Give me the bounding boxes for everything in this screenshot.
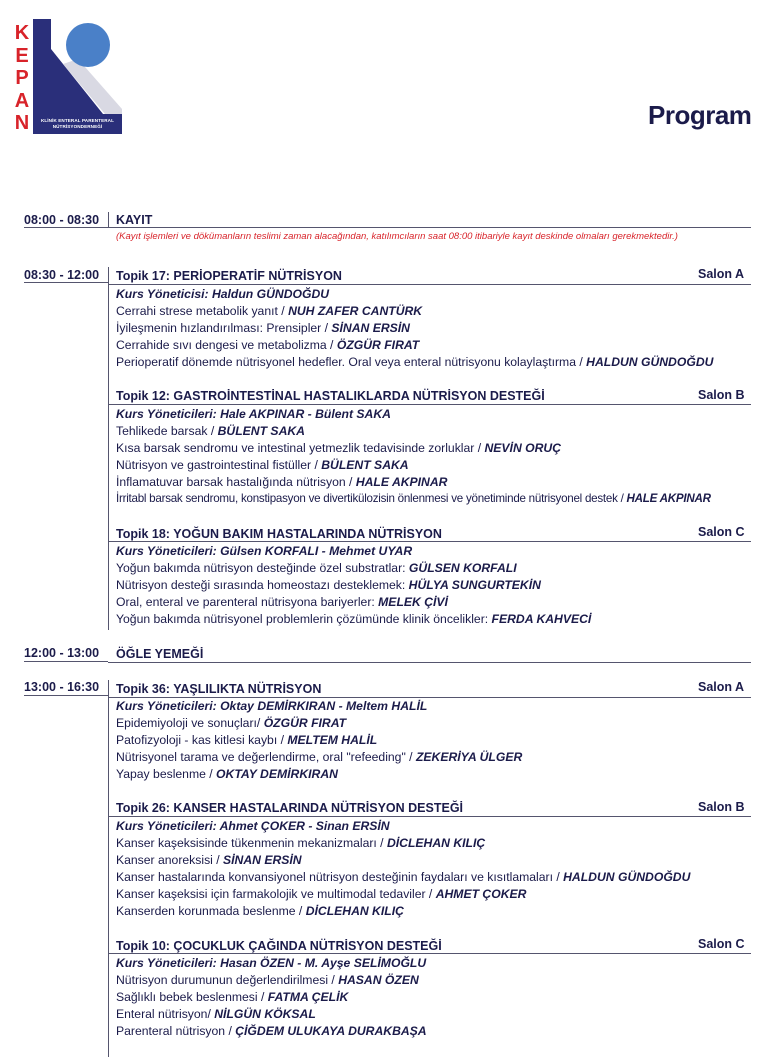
talk-title: Kanser kaşeksisinde tükenmenin mekanizmaları / (116, 836, 387, 850)
speaker: HALDUN GÜNDOĞDU (586, 355, 714, 369)
talk-title: Tehlikede barsak / (116, 424, 218, 438)
time-slot: 08:00 - 08:30 (24, 213, 100, 227)
talk (116, 973, 419, 987)
speaker: ZEKERİYA ÜLGER (415, 750, 523, 764)
talk (116, 321, 410, 335)
talk (116, 441, 561, 455)
speaker: NUH ZAFER CANTÜRK (288, 304, 423, 318)
logo-letter: K (14, 22, 30, 44)
talk (116, 475, 447, 489)
speaker: MELEK ÇİVİ (378, 595, 448, 609)
talk (116, 578, 541, 592)
talk (116, 304, 422, 318)
talk-title: İnflamatuvar barsak hastalığında nütrisyon / (116, 475, 356, 489)
speaker: SİNAN ERSİN (331, 321, 410, 335)
divider (108, 953, 751, 954)
talk-title: Cerrahi strese metabolik yanıt / (116, 304, 289, 318)
speaker: HASAN ÖZEN (338, 973, 419, 987)
logo-caption-line: NÜTRİSYONDERNEĞİ (52, 123, 103, 129)
course-directors: Kurs Yöneticileri: Gülsen KORFALI - Mehmet UYAR (116, 544, 413, 558)
salon-label: Salon B (698, 388, 745, 402)
time-underline (24, 695, 108, 696)
speaker: HÜLYA SUNGURTEKİN (408, 578, 541, 592)
salon-label: Salon A (698, 267, 745, 281)
talk (116, 853, 302, 867)
talk-title: Cerrahide sıvı dengesi ve metabolizma / (116, 338, 337, 352)
talk-title: İyileşmenin hızlandırılması: Prensipler / (116, 321, 332, 335)
speaker: HALDUN GÜNDOĞDU (563, 870, 691, 884)
logo-letter: E (15, 44, 29, 67)
divider (108, 680, 109, 1057)
talk-title: İrritabl barsak sendromu, konstipasyon ve divertikülozisin önlenmesi ve yönetiminde nütrisyonel destek / (116, 492, 627, 505)
topic-heading: Topik 36: YAŞLILIKTA NÜTRİSYON (116, 682, 322, 696)
talk-title: Nütrisyon ve gastrointestinal fistüller / (116, 458, 322, 472)
speaker: HALE AKPINAR (626, 492, 711, 505)
talk-title: Yoğun bakımda nütrisyon desteğinde özel substratlar: (116, 561, 409, 575)
speaker: AHMET ÇOKER (435, 887, 527, 901)
time-underline (24, 661, 108, 662)
salon-label: Salon C (698, 525, 745, 539)
talk (116, 887, 526, 901)
talk (116, 338, 419, 352)
page-title: Program (648, 100, 752, 130)
logo-letter: A (14, 89, 30, 112)
talk (116, 870, 690, 884)
talk (116, 595, 448, 609)
talk (116, 1024, 427, 1038)
divider (108, 697, 751, 698)
speaker: OKTAY DEMİRKIRAN (216, 767, 338, 781)
talk-title: Enteral nütrisyon/ (116, 1007, 215, 1021)
talk-title: Kanser hastalarında konvansiyonel nütrisyon desteğinin faydaları ve kısıtlamaları / (116, 870, 564, 884)
speaker: BÜLENT SAKA (217, 424, 305, 438)
divider (108, 284, 751, 285)
logo-letters (12, 22, 32, 135)
time-slot: 12:00 - 13:00 (24, 646, 100, 660)
talk-title: Nütrisyon desteği sırasında homeostazı desteklemek: (116, 578, 409, 592)
talk-title: Kanser kaşeksisi için farmakolojik ve multimodal tedaviler / (116, 887, 436, 901)
talk (116, 990, 348, 1004)
speaker: ÖZGÜR FIRAT (263, 716, 347, 730)
speaker: NEVİN ORUÇ (484, 441, 562, 455)
talk (116, 612, 591, 626)
speaker: NİLGÜN KÖKSAL (214, 1007, 316, 1021)
talk (116, 750, 522, 764)
talk (116, 733, 377, 747)
talk (116, 561, 517, 575)
talk (116, 355, 713, 369)
course-directors: Kurs Yöneticileri: Ahmet ÇOKER - Sinan ERSİN (116, 819, 390, 833)
speaker: FERDA KAHVECİ (491, 612, 592, 626)
logo-caption-line: KLİNİK ENTERAL PARENTERAL (40, 118, 115, 123)
talk-title: Epidemiyoloji ve sonuçları/ (116, 716, 264, 730)
time-underline (24, 227, 108, 228)
talk-title: Nütrisyonel tarama ve değerlendirme, oral "refeeding" / (116, 750, 416, 764)
talk (116, 716, 346, 730)
session-label: ÖĞLE YEMEĞİ (116, 647, 204, 661)
salon-label: Salon A (698, 680, 745, 694)
topic-heading: Topik 10: ÇOCUKLUK ÇAĞINDA NÜTRİSYON DESTEĞİ (116, 939, 442, 953)
talk-title: Yapay beslenme / (116, 767, 217, 781)
course-directors: Kurs Yöneticileri: Hasan ÖZEN - M. Ayşe SELİMOĞLU (116, 956, 427, 970)
speaker: DİCLEHAN KILIÇ (305, 904, 404, 918)
session-label: KAYIT (116, 213, 153, 227)
talk-title: Nütrisyon durumunun değerlendirilmesi / (116, 973, 339, 987)
talk (116, 767, 338, 781)
logo-letter: P (15, 67, 29, 89)
talk (116, 836, 485, 850)
logo-letter: N (14, 112, 30, 134)
speaker: SİNAN ERSİN (223, 853, 302, 867)
talk (116, 458, 409, 472)
speaker: DİCLEHAN KILIÇ (386, 836, 486, 850)
time-slot: 08:30 - 12:00 (24, 268, 100, 282)
divider (108, 267, 109, 630)
speaker: ÖZGÜR FIRAT (336, 338, 420, 352)
course-directors: Kurs Yöneticileri: Oktay DEMİRKIRAN - Meltem HALİL (116, 699, 428, 713)
talk-title: Patofizyoloji - kas kitlesi kaybı / (116, 733, 288, 747)
course-directors: Kurs Yöneticisi: Haldun GÜNDOĞDU (116, 287, 330, 301)
salon-label: Salon B (698, 800, 745, 814)
talk (116, 492, 711, 505)
divider (108, 541, 751, 542)
speaker: ÇİĞDEM ULUKAYA DURAKBAŞA (235, 1024, 427, 1038)
divider (108, 212, 109, 227)
talk (116, 1007, 316, 1021)
talk-title: Parenteral nütrisyon / (116, 1024, 236, 1038)
talk-title: Yoğun bakımda nütrisyonel problemlerin çözümünde klinik öncelikler: (116, 612, 492, 626)
topic-heading: Topik 18: YOĞUN BAKIM HASTALARINDA NÜTRİSYON (116, 527, 442, 541)
divider (108, 816, 751, 817)
registration-note: (Kayıt işlemleri ve dökümanların teslimi zaman alacağından, katılımcıların saat 08:00 itibariyle kayıt deskinde olmaları gerekmektedir.) (116, 231, 678, 242)
talk-title: Kanserden korunmada beslenme / (116, 904, 306, 918)
divider (108, 404, 751, 405)
speaker: MELTEM HALİL (287, 733, 378, 747)
time-slot: 13:00 - 16:30 (24, 680, 100, 694)
salon-label: Salon C (698, 937, 745, 951)
speaker: HALE AKPINAR (355, 475, 448, 489)
speaker: BÜLENT SAKA (321, 458, 409, 472)
topic-heading: Topik 26: KANSER HASTALARINDA NÜTRİSYON DESTEĞİ (116, 801, 464, 815)
talk-title: Sağlıklı bebek beslenmesi / (116, 990, 268, 1004)
divider (108, 662, 751, 663)
talk-title: Kısa barsak sendromu ve intestinal yetmezlik tedavisinde zorluklar / (116, 441, 485, 455)
talk (116, 424, 305, 438)
talk-title: Perioperatif dönemde nütrisyonel hedefler. Oral veya enteral nütrisyonu kolaylaştırma / (116, 355, 587, 369)
time-underline (24, 282, 108, 283)
talk-title: Kanser anoreksisi / (116, 853, 224, 867)
topic-heading: Topik 17: PERİOPERATİF NÜTRİSYON (116, 269, 342, 283)
talk (116, 904, 404, 918)
speaker: GÜLSEN KORFALI (408, 561, 517, 575)
talk-title: Oral, enteral ve parenteral nütrisyona bariyerler: (116, 595, 379, 609)
logo-mark-icon (33, 19, 122, 134)
course-directors: Kurs Yöneticileri: Hale AKPINAR - Bülent SAKA (116, 407, 391, 421)
topic-heading: Topik 12: GASTROİNTESTİNAL HASTALIKLARDA NÜTRİSYON DESTEĞİ (116, 389, 545, 403)
logo-caption (33, 118, 122, 129)
speaker: FATMA ÇELİK (267, 990, 349, 1004)
divider (108, 227, 751, 228)
